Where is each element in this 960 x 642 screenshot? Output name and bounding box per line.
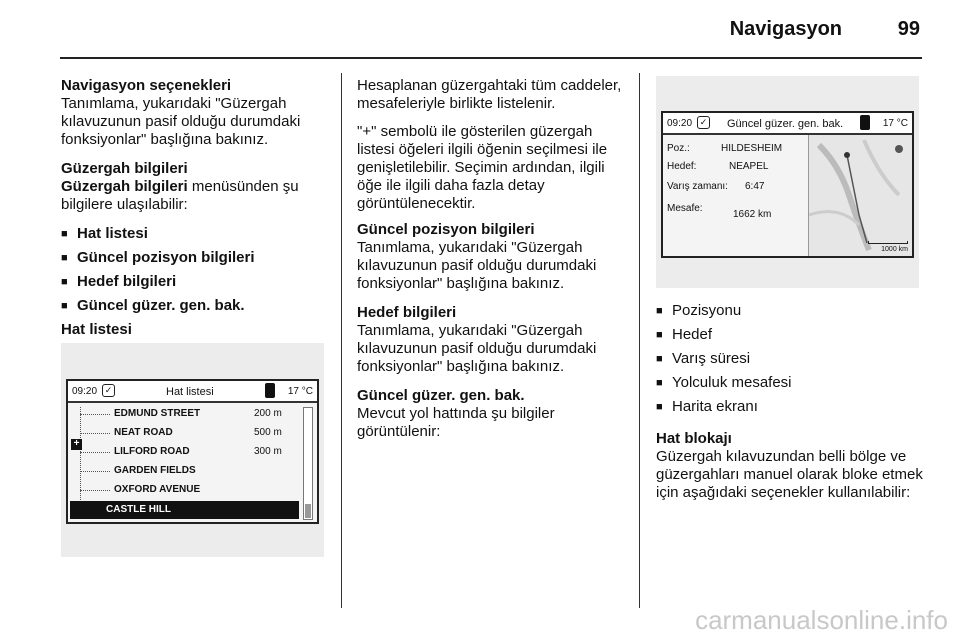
destination-value: NEAPEL: [729, 161, 769, 172]
street-distance: 200 m: [254, 408, 282, 419]
temperature: 17 °C: [882, 118, 908, 129]
list-item: ■ Yolculuk mesafesi: [656, 374, 926, 392]
screen-status-bar: [663, 113, 912, 135]
list-item: ■ Hedef bilgileri: [61, 273, 331, 291]
paragraph: Mevcut yol hattında şu bilgiler görüntülenir:: [357, 405, 555, 440]
connector: [80, 433, 110, 434]
header-divider: [60, 57, 922, 59]
paragraph: Tanımlama, yukarıdaki "Güzergah kılavuzunun pasif olduğu durumdaki fonksiyonlar" başlığına bakınız.: [61, 95, 301, 148]
route-list-screenshot: [61, 343, 324, 557]
expand-plus-icon[interactable]: +: [71, 439, 82, 450]
column-divider-1: [341, 73, 342, 608]
street-distance: 300 m: [254, 446, 282, 457]
connector: [80, 414, 110, 415]
destination-label: Hedef:: [667, 161, 697, 172]
street-name: EDMUND STREET: [114, 408, 201, 419]
clock: 09:20: [667, 118, 693, 129]
route-row[interactable]: [74, 424, 299, 442]
paragraph: Hesaplanan güzergahtaki tüm caddeler, mesafeleriyle birlikte listelenir.: [357, 77, 622, 112]
map-graphic: [809, 135, 912, 256]
route-row[interactable]: [74, 462, 299, 480]
column-2: [357, 77, 627, 452]
street-name: NEAT ROAD: [114, 427, 173, 438]
heading-route-blocking: Hat blokajı: [656, 430, 732, 447]
list-item: ■ Harita ekranı: [656, 398, 926, 416]
list-item: ■ Güncel pozisyon bilgileri: [61, 249, 331, 267]
list-item: ■ Hat listesi: [61, 225, 331, 243]
eta-label: Varış zamanı:: [667, 181, 728, 192]
inline-text: menüsünden şu bilgilere ulaşılabilir:: [61, 178, 299, 213]
street-name: OXFORD AVENUE: [114, 484, 201, 495]
position-label: Poz.:: [667, 143, 690, 154]
street-name: GARDEN FIELDS: [114, 465, 196, 476]
heading-current-position: Güncel pozisyon bilgileri: [357, 221, 535, 238]
scroll-thumb[interactable]: [305, 504, 311, 518]
thermometer-icon: [860, 115, 870, 130]
position-value: HILDESHEIM: [721, 143, 783, 154]
connector: [80, 490, 110, 491]
paragraph: [61, 178, 331, 214]
route-row[interactable]: [74, 481, 299, 499]
display-screen: [661, 111, 914, 258]
display-screen: [66, 379, 319, 524]
check-icon: ✓: [697, 116, 710, 129]
route-row[interactable]: [74, 443, 299, 461]
screen-title: Hat listesi: [166, 386, 214, 398]
page-number: 99: [897, 18, 920, 40]
overview-list: [656, 302, 926, 416]
thermometer-icon: [265, 383, 275, 398]
route-overview-screenshot: [656, 76, 919, 288]
paragraph: Güzergah kılavuzundan belli bölge ve güzergahları manuel olarak bloke etmek için aşağıdaki seçenekler kullanılabilir:: [656, 448, 923, 501]
column-1: [61, 77, 331, 339]
distance-value: 1662 km: [733, 209, 772, 220]
paragraph: "+" sembolü ile gösterilen güzergah listesi öğeleri ilgili öğenin seçilmesi ile genişletilebilir. Seçimin ardından, ilgili öğe ile ilgili daha fazla detay görüntülenecektir.: [357, 123, 608, 212]
column-3: [656, 302, 926, 502]
map-scale-label: 1000 km: [881, 246, 908, 253]
route-row[interactable]: [74, 405, 299, 423]
route-row-selected[interactable]: [70, 501, 299, 519]
temperature: 17 °C: [287, 386, 313, 397]
heading-navigation-options: Navigasyon seçenekleri: [61, 77, 232, 94]
map-scale-bar: [868, 241, 908, 244]
eta-value: 6:47: [745, 181, 765, 192]
heading-route-info: Güzergah bilgileri: [61, 160, 188, 177]
clock: 09:20: [72, 386, 98, 397]
list-item: ■ Hedef: [656, 326, 926, 344]
map-view[interactable]: [808, 135, 912, 256]
check-icon: ✓: [102, 384, 115, 397]
list-item: ■ Varış süresi: [656, 350, 926, 368]
page-header-title: Navigasyon: [729, 18, 842, 40]
street-distance: 500 m: [254, 427, 282, 438]
route-info-list: [61, 225, 331, 315]
distance-label: Mesafe:: [667, 203, 703, 214]
connector: [80, 471, 110, 472]
column-divider-2: [639, 73, 640, 608]
heading-route-list: Hat listesi: [61, 321, 132, 338]
list-item: ■ Güncel güzer. gen. bak.: [61, 297, 331, 315]
paragraph: Tanımlama, yukarıdaki "Güzergah kılavuzunun pasif olduğu durumdaki fonksiyonlar" başlığına bakınız.: [357, 239, 597, 292]
street-name: CASTLE HILL: [106, 504, 171, 515]
list-item: ■ Pozisyonu: [656, 302, 926, 320]
screen-status-bar: [68, 381, 317, 403]
scrollbar[interactable]: [303, 407, 313, 520]
screen-title: Güncel güzer. gen. bak.: [727, 118, 844, 130]
heading-route-overview: Güncel güzer. gen. bak.: [357, 387, 525, 404]
street-name: LILFORD ROAD: [114, 446, 190, 457]
paragraph: Tanımlama, yukarıdaki "Güzergah kılavuzunun pasif olduğu durumdaki fonksiyonlar" başlığına bakınız.: [357, 322, 597, 375]
inline-bold: Güzergah bilgileri: [61, 178, 188, 195]
connector: [80, 452, 110, 453]
heading-destination-info: Hedef bilgileri: [357, 304, 457, 321]
watermark: carmanualsonline.info: [695, 605, 948, 635]
